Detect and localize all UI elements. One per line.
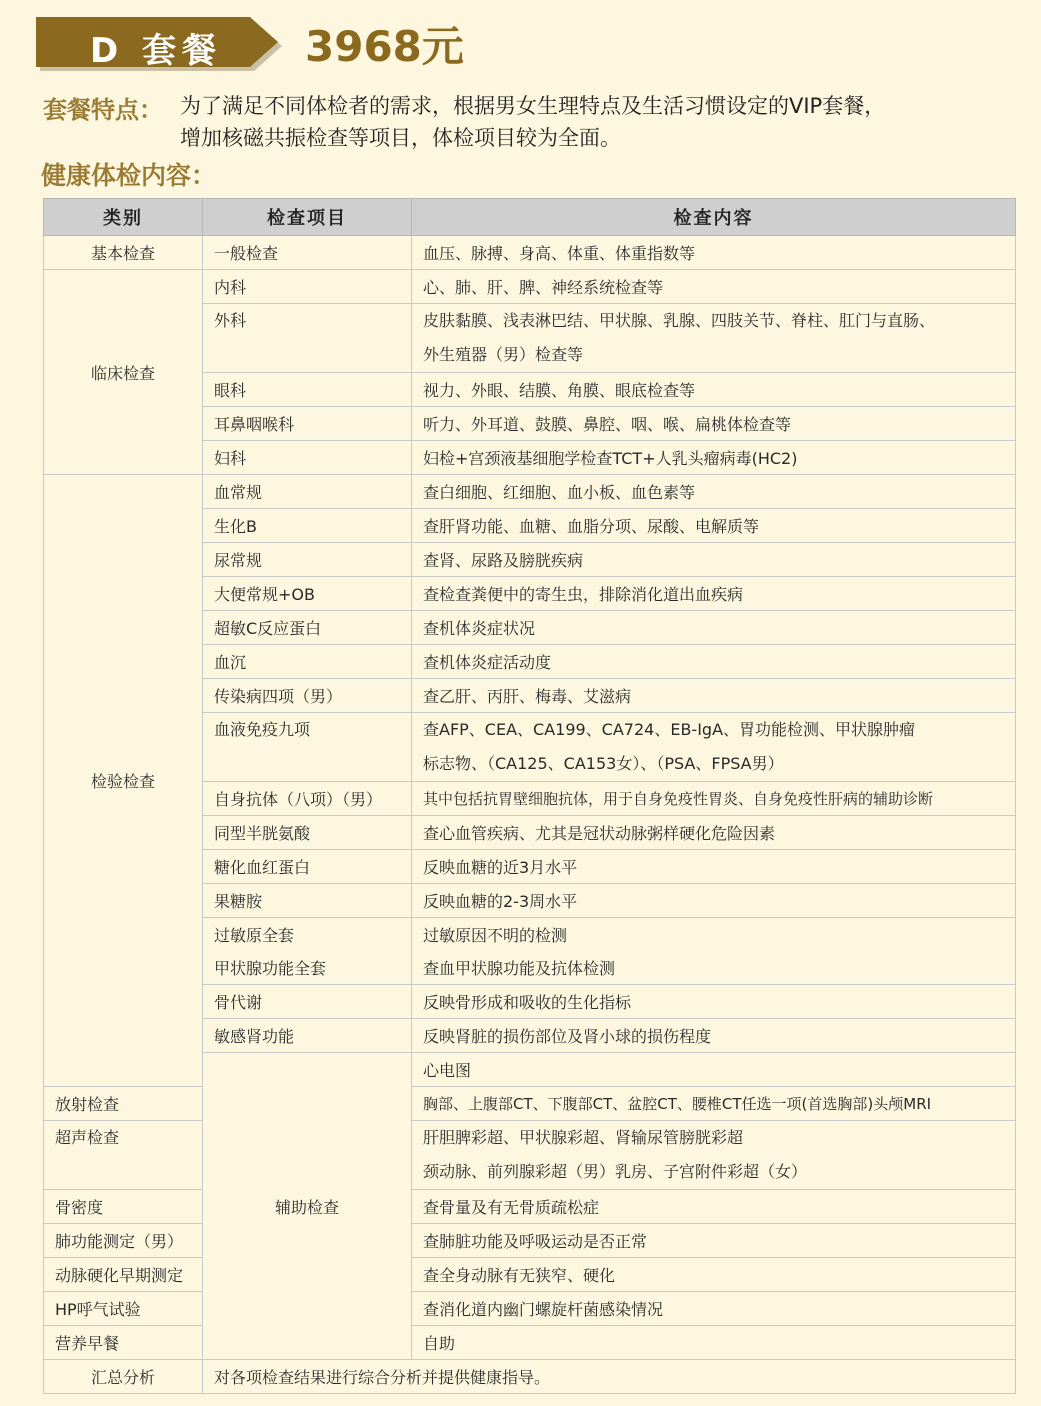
item-cell: 果糖胺: [203, 884, 412, 918]
item-cell: 自身抗体（八项）（男）: [203, 782, 412, 816]
content-cell: 反映肾脏的损伤部位及肾小球的损伤程度: [412, 1019, 1016, 1053]
category-basic: 基本检查: [44, 236, 203, 270]
content-cell: 视力、外眼、结膜、角膜、眼底检查等: [412, 373, 1016, 407]
content-cell: 过敏原因不明的检测: [412, 918, 1016, 952]
summary-content: 对各项检查结果进行综合分析并提供健康指导。: [203, 1360, 1016, 1394]
table-row: [44, 1190, 1016, 1224]
content-cell: 查消化道内幽门螺旋杆菌感染情况: [412, 1292, 1016, 1326]
content-line: 外生殖器（男）检查等: [423, 345, 584, 364]
content-cell: 查心血管疾病、尤其是冠状动脉粥样硬化危险因素: [412, 816, 1016, 850]
content-section-title: 健康体检内容：: [41, 161, 217, 190]
content-cell: 其中包括抗胃壁细胞抗体，用于自身免疫性胃炎、自身免疫性肝病的辅助诊断: [412, 782, 1016, 816]
header-category: 类别: [44, 199, 203, 236]
item-cell: 一般检查: [203, 236, 412, 270]
content-cell: 查机体炎症活动度: [412, 645, 1016, 679]
content-cell: 心、肺、肝、脾、神经系统检查等: [412, 270, 1016, 304]
content-cell: [412, 713, 1016, 782]
table-row: [44, 1258, 1016, 1292]
item-cell: HP呼气试验: [44, 1292, 203, 1326]
item-cell: 妇科: [203, 441, 412, 475]
content-line: 颈动脉、前列腺彩超（男）乳房、子宫附件彩超（女）: [423, 1162, 808, 1181]
item-cell: 动脉硬化早期测定: [44, 1258, 203, 1292]
features-label: 套餐特点：: [43, 96, 163, 124]
category-clinical: 临床检查: [44, 270, 203, 475]
header-item: 检查项目: [203, 199, 412, 236]
content-cell: 胸部、上腹部CT、下腹部CT、盆腔CT、腰椎CT任选一项(首选胸部)头颅MRI: [412, 1087, 1016, 1121]
item-cell: 敏感肾功能: [203, 1019, 412, 1053]
content-cell: 查肾、尿路及膀胱疾病: [412, 543, 1016, 577]
content-cell: 反映骨形成和吸收的生化指标: [412, 985, 1016, 1019]
table-row: [44, 1224, 1016, 1258]
package-banner: [36, 17, 284, 71]
category-aux: 辅助检查: [203, 1053, 412, 1360]
content-line: 皮肤黏膜、浅表淋巴结、甲状腺、乳腺、四肢关节、脊柱、肛门与直肠、: [423, 311, 936, 330]
category-summary: 汇总分析: [44, 1360, 203, 1394]
item-cell: 血沉: [203, 645, 412, 679]
content-line: 标志物、（CA125、CA153女）、（PSA、FPSA男）: [423, 754, 784, 773]
content-cell: 查肺脏功能及呼吸运动是否正常: [412, 1224, 1016, 1258]
content-line: 肝胆脾彩超、甲状腺彩超、肾输尿管膀胱彩超: [423, 1128, 744, 1147]
category-lab: 检验检查: [44, 475, 203, 1087]
item-cell: 耳鼻咽喉科: [203, 407, 412, 441]
content-cell: 查血甲状腺功能及抗体检测: [412, 951, 1016, 985]
item-cell: 超敏C反应蛋白: [203, 611, 412, 645]
item-cell: 同型半胱氨酸: [203, 816, 412, 850]
content-cell: 血压、脉搏、身高、体重、体重指数等: [412, 236, 1016, 270]
table-row: [44, 475, 1016, 509]
table-row: [44, 1087, 1016, 1121]
features-line-1: 为了满足不同体检者的需求，根据男女生理特点及生活习惯设定的VIP套餐，: [180, 94, 886, 118]
item-cell: 甲状腺功能全套: [203, 951, 412, 985]
content-cell: 反映血糖的2-3周水平: [412, 884, 1016, 918]
item-cell: 尿常规: [203, 543, 412, 577]
table-row: [44, 1326, 1016, 1360]
package-name: D 套餐: [90, 31, 223, 71]
item-cell: 放射检查: [44, 1087, 203, 1121]
table-row: [44, 1121, 1016, 1190]
content-cell: 妇检+宫颈液基细胞学检查TCT+人乳头瘤病毒(HC2): [412, 441, 1016, 475]
table-row: [44, 270, 1016, 304]
table-row: [44, 1292, 1016, 1326]
table-header-row: [44, 199, 1016, 236]
table-row: [44, 1360, 1016, 1394]
package-price: 3968元: [305, 22, 464, 71]
item-cell: 内科: [203, 270, 412, 304]
item-cell: 心电图: [412, 1053, 1016, 1087]
table-row: [44, 236, 1016, 270]
item-cell: 外科: [203, 304, 412, 373]
content-cell: 查乙肝、丙肝、梅毒、艾滋病: [412, 679, 1016, 713]
item-cell: 血常规: [203, 475, 412, 509]
checkup-table: [43, 198, 1016, 1394]
content-cell: 查全身动脉有无狭窄、硬化: [412, 1258, 1016, 1292]
item-cell: 血液免疫九项: [203, 713, 412, 782]
item-cell: 超声检查: [44, 1121, 203, 1190]
item-cell: 骨代谢: [203, 985, 412, 1019]
content-cell: [412, 1121, 1016, 1190]
features-text: [180, 90, 1000, 154]
item-cell: 眼科: [203, 373, 412, 407]
content-cell: 查白细胞、红细胞、血小板、血色素等: [412, 475, 1016, 509]
item-cell: 糖化血红蛋白: [203, 850, 412, 884]
content-cell: 查骨量及有无骨质疏松症: [412, 1190, 1016, 1224]
content-cell: 反映血糖的近3月水平: [412, 850, 1016, 884]
content-cell: 查机体炎症状况: [412, 611, 1016, 645]
content-cell: 查肝肾功能、血糖、血脂分项、尿酸、电解质等: [412, 509, 1016, 543]
content-cell: 听力、外耳道、鼓膜、鼻腔、咽、喉、扁桃体检查等: [412, 407, 1016, 441]
features-line-2: 增加核磁共振检查等项目，体检项目较为全面。: [180, 126, 621, 150]
item-cell: 骨密度: [44, 1190, 203, 1224]
item-cell: 过敏原全套: [203, 918, 412, 952]
item-cell: 大便常规+OB: [203, 577, 412, 611]
content-line: 查AFP、CEA、CA199、CA724、EB-IgA、胃功能检测、甲状腺肿瘤: [423, 720, 916, 739]
item-cell: 营养早餐: [44, 1326, 203, 1360]
item-cell: 生化B: [203, 509, 412, 543]
content-cell: [412, 304, 1016, 373]
header-content: 检查内容: [412, 199, 1016, 236]
item-cell: 肺功能测定（男）: [44, 1224, 203, 1258]
content-cell: 查检查粪便中的寄生虫，排除消化道出血疾病: [412, 577, 1016, 611]
content-cell: 自助: [412, 1326, 1016, 1360]
item-cell: 传染病四项（男）: [203, 679, 412, 713]
